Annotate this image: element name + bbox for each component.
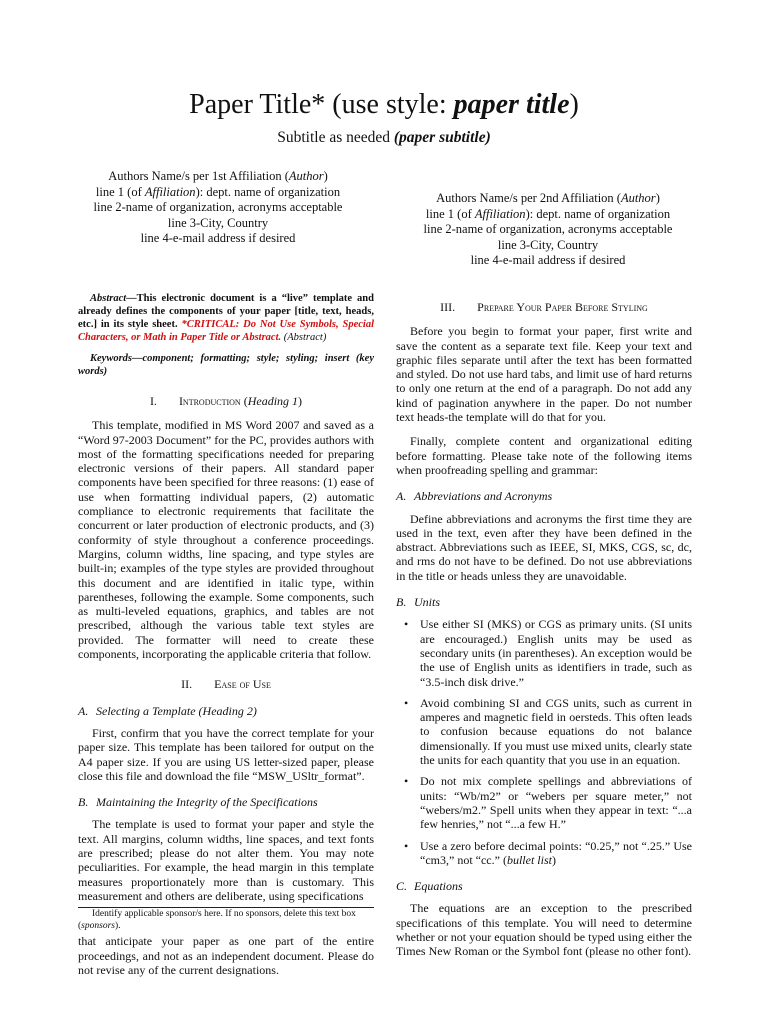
author-1-line3: line 3-City, Country [167,215,269,230]
critical-note: *CRITICAL: Do Not Use Symbols, Special Characters, or Math in Paper Title or Abstract. [78,319,374,343]
list-item: • Do not mix complete spellings and abbreviations of units: “Wb/m2” or “webers per square meter,” not “webers/m2.” Spell units when they appear in text: “...a few henries,” not “...a few H.” [404,774,692,832]
maintaining-integrity-body: The template is used to format your paper and style the text. All margins, column widths, line spaces, and text fonts are prescribed; please do not alter them. You may note peculiarities. For example, the head margin in this template measures proportionately more than is customary. This measurement and others are deliberate, using specifications [78,817,374,903]
author-2-line3: line 3-City, Country [497,237,599,252]
author-2-line1: line 1 (of Affiliation): dept. name of organization [425,206,671,221]
keywords: Keywords—component; formatting; style; styling; insert (key words) [78,353,374,377]
title-close: ) [569,89,579,120]
introduction-body: This template, modified in MS Word 2007 and saved as a “Word 97-2003 Document” for the PC, provides authors with most of the formatting specifications needed for preparing electronic versions of their papers. All standard paper components have been specified for three reasons: (1) ease of use when formatting individual papers, (2) automatic compliance to electronic requirements that facilitate the concurrent or later production of electronic products, and (3) conformity of style throughout a conference proceedings. Margins, column widths, line spacing, and type styles are built-in; examples of the type styles are provided throughout this document and are identified in italic type, within parentheses, following the example. Some components, such as multi-leveled equations, graphics, and tables are not prescribed, although the various table text styles are provided. The formatter will need to create these components, incorporating the applicable criteria that follow. [78,418,374,662]
units-bullet-list [396,617,692,867]
author-2-line4: line 4-e-mail address if desired [470,253,626,267]
list-item: • Use either SI (MKS) or CGS as primary units. (SI units are encouraged.) English units may be used as secondary units (in parentheses). An exception would be the use of English units as identifiers in trade, such as “3.5-inch disk drive.” [404,617,692,689]
prepare-body-2: Finally, complete content and organizational editing before formatting. Please take note of the following items when proofreading spelling and grammar: [396,434,692,477]
author-block-1 [78,169,358,247]
paper-title [0,88,768,122]
subtitle-style: (paper subtitle) [393,129,491,146]
title-use-style: use style: [341,89,454,120]
left-column [78,292,374,977]
author-1-name: Authors Name/s per 1st Affiliation (Author) [108,169,328,183]
subtitle-text: Subtitle as needed [277,129,394,146]
maintaining-integrity-continued: that anticipate your paper as one part of the entire proceedings, and not as an independent document. Please do not revise any of the current designations. [78,934,374,977]
title-style-name: paper title [453,89,570,120]
selecting-template-body: First, confirm that you have the correct template for your paper size. This template has been tailored for output on the A4 paper size. If you are using US letter-sized paper, please close this file and download the file “MSW_USltr_format”. [78,725,374,783]
list-item: • Avoid combining SI and CGS units, such as current in amperes and magnetic field in oersteds. This often leads to confusion because equations do not balance dimensionally. If you must use mixed units, clearly state the units for each quantity that you use in an equation. [404,695,692,768]
subheading-maintaining-integrity: B. Maintaining the Integrity of the Specifications [78,795,318,810]
author-1-line4: line 4-e-mail address if desired [140,231,296,245]
author-2-line2: line 2-name of organization, acronyms acceptable [423,222,673,236]
title-text: Paper Title* ( [189,89,342,120]
author-1-line2: line 2-name of organization, acronyms acceptable [93,200,343,214]
section-heading-introduction: I. Introduction (Heading 1) [149,394,303,408]
subheading-units: B. Units [396,595,441,610]
prepare-body-1: Before you begin to format your paper, first write and save the content as a separate text file. Keep your text and graphic files separate until after the text has been formatted and styled. Do not use hard tabs, and limit use of hard returns to only one return at the end of a paragraph. Do not add any kind of pagination anywhere in the paper. Do not number text heads-the template will do that for you. [396,324,692,425]
author-1-line1: line 1 (of Affiliation): dept. name of organization [95,184,341,199]
subheading-equations: C. Equations [396,879,463,894]
subheading-selecting-template: A. Selecting a Template (Heading 2) [78,703,257,718]
right-column [396,300,692,959]
abbreviations-body: Define abbreviations and acronyms the first time they are used in the text, even after they have been defined in the abstract. Abbreviations such as IEEE, SI, MKS, CGS, sc, dc, and rms do not have to be defined. Do not use abbreviations in the title or heads unless they are unavoidable. [396,511,692,583]
paper-subtitle [0,128,768,148]
author-2-name: Authors Name/s per 2nd Affiliation (Author) [436,191,660,205]
subheading-abbreviations: A. Abbreviations and Acronyms [396,489,553,504]
abstract: Abstract—This electronic document is a “live” template and already defines the components of your paper [title, text, heads, etc.] in its style sheet. *CRITICAL: Do Not Use Symbols, Special Characters, or Math in Paper Title or Abstract. (Abstract) [78,293,374,343]
equations-body: The equations are an exception to the prescribed specifications of this template. You will need to determine whether or not your equation should be typed using either the Times New Roman or the Symbol font (please no other font). [396,901,692,959]
list-item: • Use a zero before decimal points: “0.25,” not “.25.” Use “cm3,” not “cc.” (bullet list) [404,838,692,867]
author-block-2 [408,191,688,269]
section-heading-prepare: III. Prepare Your Paper Before Styling [440,300,648,314]
section-heading-ease-of-use: II. Ease of Use [181,677,271,692]
sponsor-footnote: Identify applicable sponsor/s here. If no sponsors, delete this text box (sponsors). [78,909,356,931]
